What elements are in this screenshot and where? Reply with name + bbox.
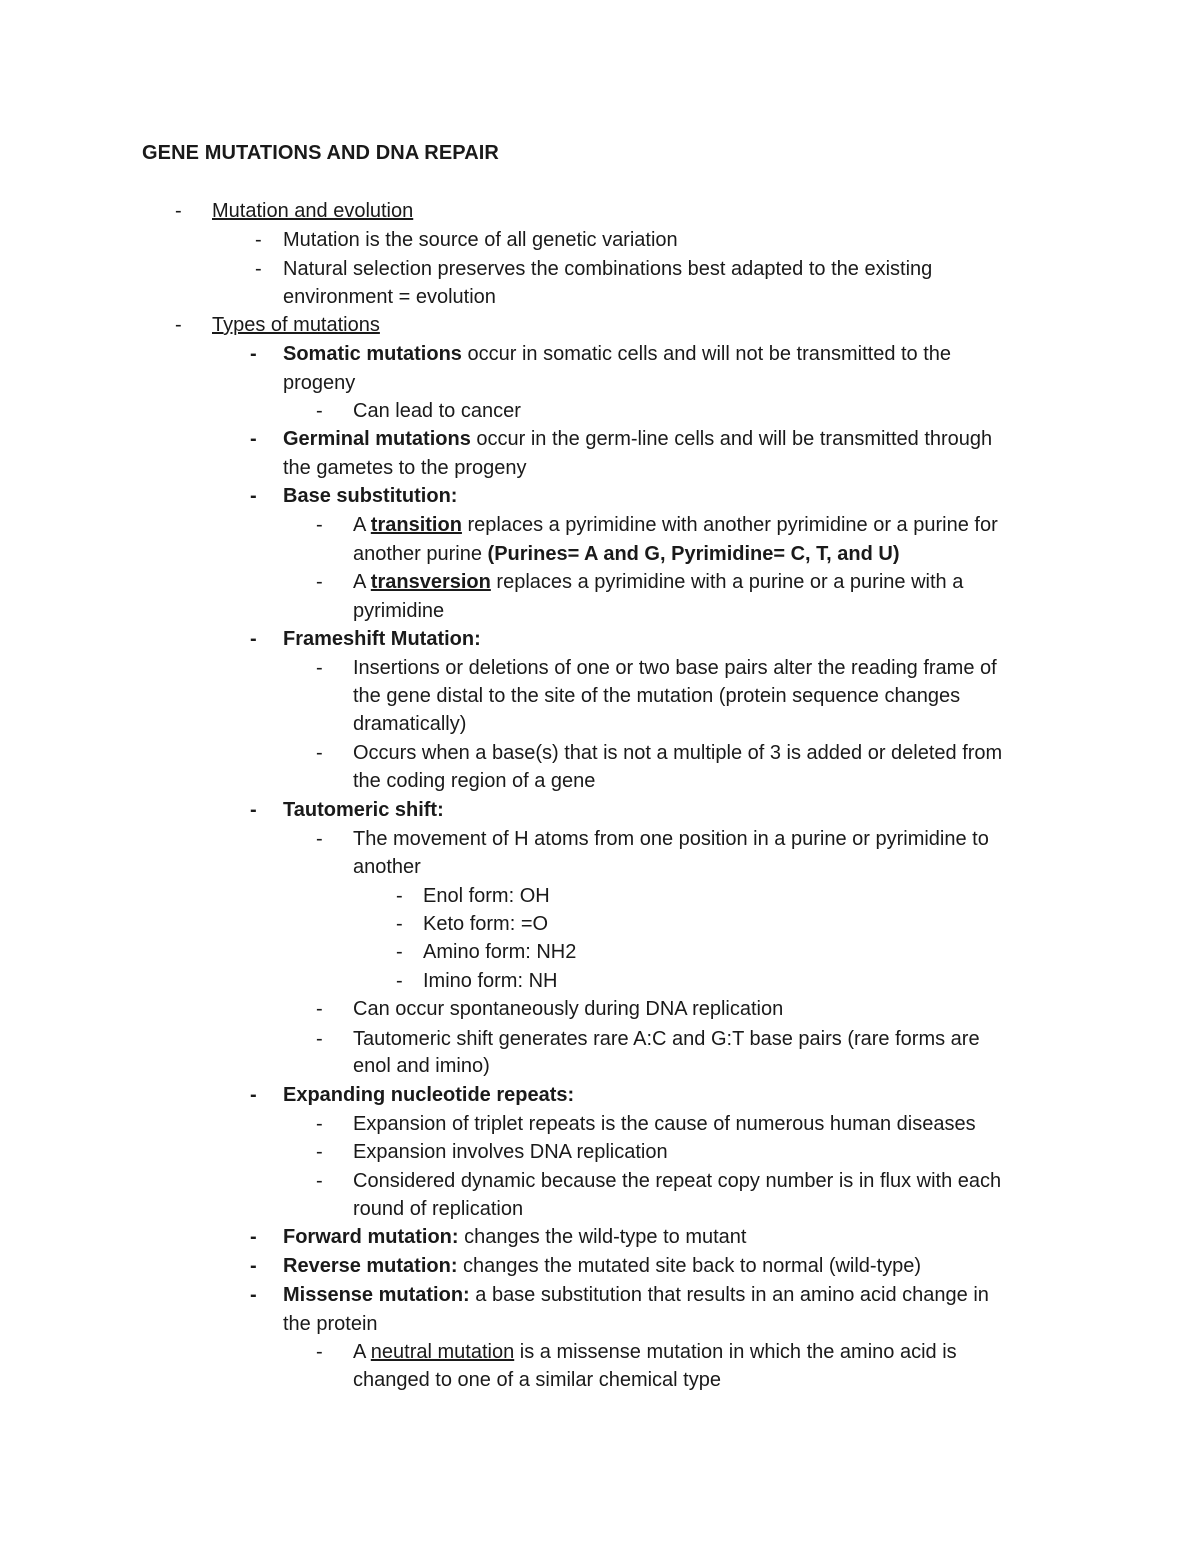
list-item-enol-form: Enol form: OH <box>423 885 550 907</box>
term-reverse-mutation: Reverse mutation: <box>283 1255 458 1277</box>
bullet-dash: - <box>316 400 323 422</box>
bullet-dash: - <box>250 1255 257 1277</box>
list-item: Insertions or deletions of one or two base pairs alter the reading frame of <box>353 657 997 679</box>
purines-pyrimidines-note: (Purines= A and G, Pyrimidine= C, T, and U) <box>487 543 900 565</box>
bullet-dash: - <box>255 229 262 251</box>
list-item-continuation: enol and imino) <box>353 1055 490 1077</box>
bullet-dash: - <box>316 514 323 536</box>
bullet-dash: - <box>250 485 257 507</box>
definition-text: changes the mutated site back to normal (wild-type) <box>457 1255 922 1277</box>
bullet-dash: - <box>250 1084 257 1106</box>
article-text: A <box>353 514 371 536</box>
bullet-dash: - <box>250 1226 257 1248</box>
bullet-dash: - <box>316 828 323 850</box>
bullet-dash: - <box>316 571 323 593</box>
list-item-transversion <box>353 570 963 594</box>
list-item-germinal <box>283 427 992 451</box>
bullet-dash: - <box>250 799 257 821</box>
list-item-imino-form: Imino form: NH <box>423 970 558 992</box>
definition-text: a base substitution that results in an amino acid change in <box>469 1284 989 1306</box>
definition-text: another purine <box>353 543 488 565</box>
bullet-dash: - <box>316 1113 323 1135</box>
list-item-continuation: the gametes to the progeny <box>283 457 527 479</box>
list-item: Considered dynamic because the repeat copy number is in flux with each <box>353 1170 1002 1192</box>
list-item: Can occur spontaneously during DNA replication <box>353 998 784 1020</box>
bullet-dash: - <box>396 941 403 963</box>
term-tautomeric-shift: Tautomeric shift: <box>283 799 444 821</box>
term-somatic-mutations: Somatic mutations <box>283 343 462 365</box>
definition-text: replaces a pyrimidine with another pyrimidine or a purine for <box>461 514 998 536</box>
list-item-continuation: the gene distal to the site of the mutation (protein sequence changes <box>353 685 961 707</box>
bullet-dash: - <box>250 428 257 450</box>
bullet-dash: - <box>316 742 323 764</box>
list-item: Occurs when a base(s) that is not a multiple of 3 is added or deleted from <box>353 742 1003 764</box>
section-heading-types-of-mutations: Types of mutations <box>212 314 380 336</box>
bullet-dash: - <box>255 258 262 280</box>
list-item: The movement of H atoms from one position in a purine or pyrimidine to <box>353 828 989 850</box>
term-base-substitution: Base substitution: <box>283 485 458 507</box>
term-forward-mutation: Forward mutation: <box>283 1226 459 1248</box>
bullet-dash: - <box>316 1170 323 1192</box>
list-item-continuation: progeny <box>283 372 356 394</box>
bullet-dash: - <box>396 970 403 992</box>
bullet-dash: - <box>396 885 403 907</box>
bullet-dash: - <box>316 1141 323 1163</box>
bullet-dash: - <box>175 314 182 336</box>
list-item-continuation: changed to one of a similar chemical type <box>353 1369 721 1391</box>
list-item-neutral-mutation <box>353 1340 957 1364</box>
list-item-keto-form: Keto form: =O <box>423 913 549 935</box>
bullet-dash: - <box>250 1284 257 1306</box>
list-item-continuation: another <box>353 856 421 878</box>
list-item-continuation: environment = evolution <box>283 286 496 308</box>
bullet-dash: - <box>316 657 323 679</box>
term-transversion: transversion <box>370 571 491 593</box>
list-item-missense-mutation <box>283 1283 989 1307</box>
definition-text: occur in somatic cells and will not be transmitted to the <box>461 343 952 365</box>
list-item-transition <box>353 513 998 537</box>
term-missense-mutation: Missense mutation: <box>283 1284 470 1306</box>
list-item-amino-form: Amino form: NH2 <box>423 941 577 963</box>
definition-text: is a missense mutation in which the amino acid is <box>514 1341 957 1363</box>
list-item: Expansion of triplet repeats is the cause of numerous human diseases <box>353 1113 976 1135</box>
list-item-continuation: pyrimidine <box>353 600 445 622</box>
bullet-dash: - <box>250 343 257 365</box>
list-item-continuation: dramatically) <box>353 713 467 735</box>
bullet-dash: - <box>175 200 182 222</box>
term-transition: transition <box>370 514 462 536</box>
definition-text: changes the wild-type to mutant <box>458 1226 747 1248</box>
list-item: Can lead to cancer <box>353 400 521 422</box>
list-item-reverse-mutation <box>283 1254 921 1278</box>
list-item: Natural selection preserves the combinations best adapted to the existing <box>283 258 933 280</box>
term-germinal-mutations: Germinal mutations <box>283 428 471 450</box>
list-item: Tautomeric shift generates rare A:C and G:T base pairs (rare forms are <box>353 1028 980 1050</box>
list-item-continuation <box>353 542 899 566</box>
article-text: A <box>353 571 371 593</box>
list-item-continuation: round of replication <box>353 1198 524 1220</box>
list-item-continuation: the protein <box>283 1313 378 1335</box>
document-title: GENE MUTATIONS AND DNA REPAIR <box>142 142 499 164</box>
list-item: Mutation is the source of all genetic variation <box>283 229 678 251</box>
definition-text: replaces a pyrimidine with a purine or a purine with a <box>490 571 964 593</box>
bullet-dash: - <box>316 1341 323 1363</box>
section-heading-mutation-evolution: Mutation and evolution <box>212 200 414 222</box>
bullet-dash: - <box>250 628 257 650</box>
list-item-continuation: the coding region of a gene <box>353 770 596 792</box>
article-text: A <box>353 1341 371 1363</box>
definition-text: occur in the germ-line cells and will be transmitted through <box>470 428 993 450</box>
bullet-dash: - <box>316 998 323 1020</box>
term-expanding-nucleotide-repeats: Expanding nucleotide repeats: <box>283 1084 575 1106</box>
bullet-dash: - <box>316 1028 323 1050</box>
bullet-dash: - <box>396 913 403 935</box>
list-item-forward-mutation <box>283 1225 747 1249</box>
list-item: Expansion involves DNA replication <box>353 1141 668 1163</box>
term-frameshift-mutation: Frameshift Mutation: <box>283 628 481 650</box>
list-item-somatic <box>283 342 951 366</box>
term-neutral-mutation: neutral mutation <box>370 1341 515 1363</box>
